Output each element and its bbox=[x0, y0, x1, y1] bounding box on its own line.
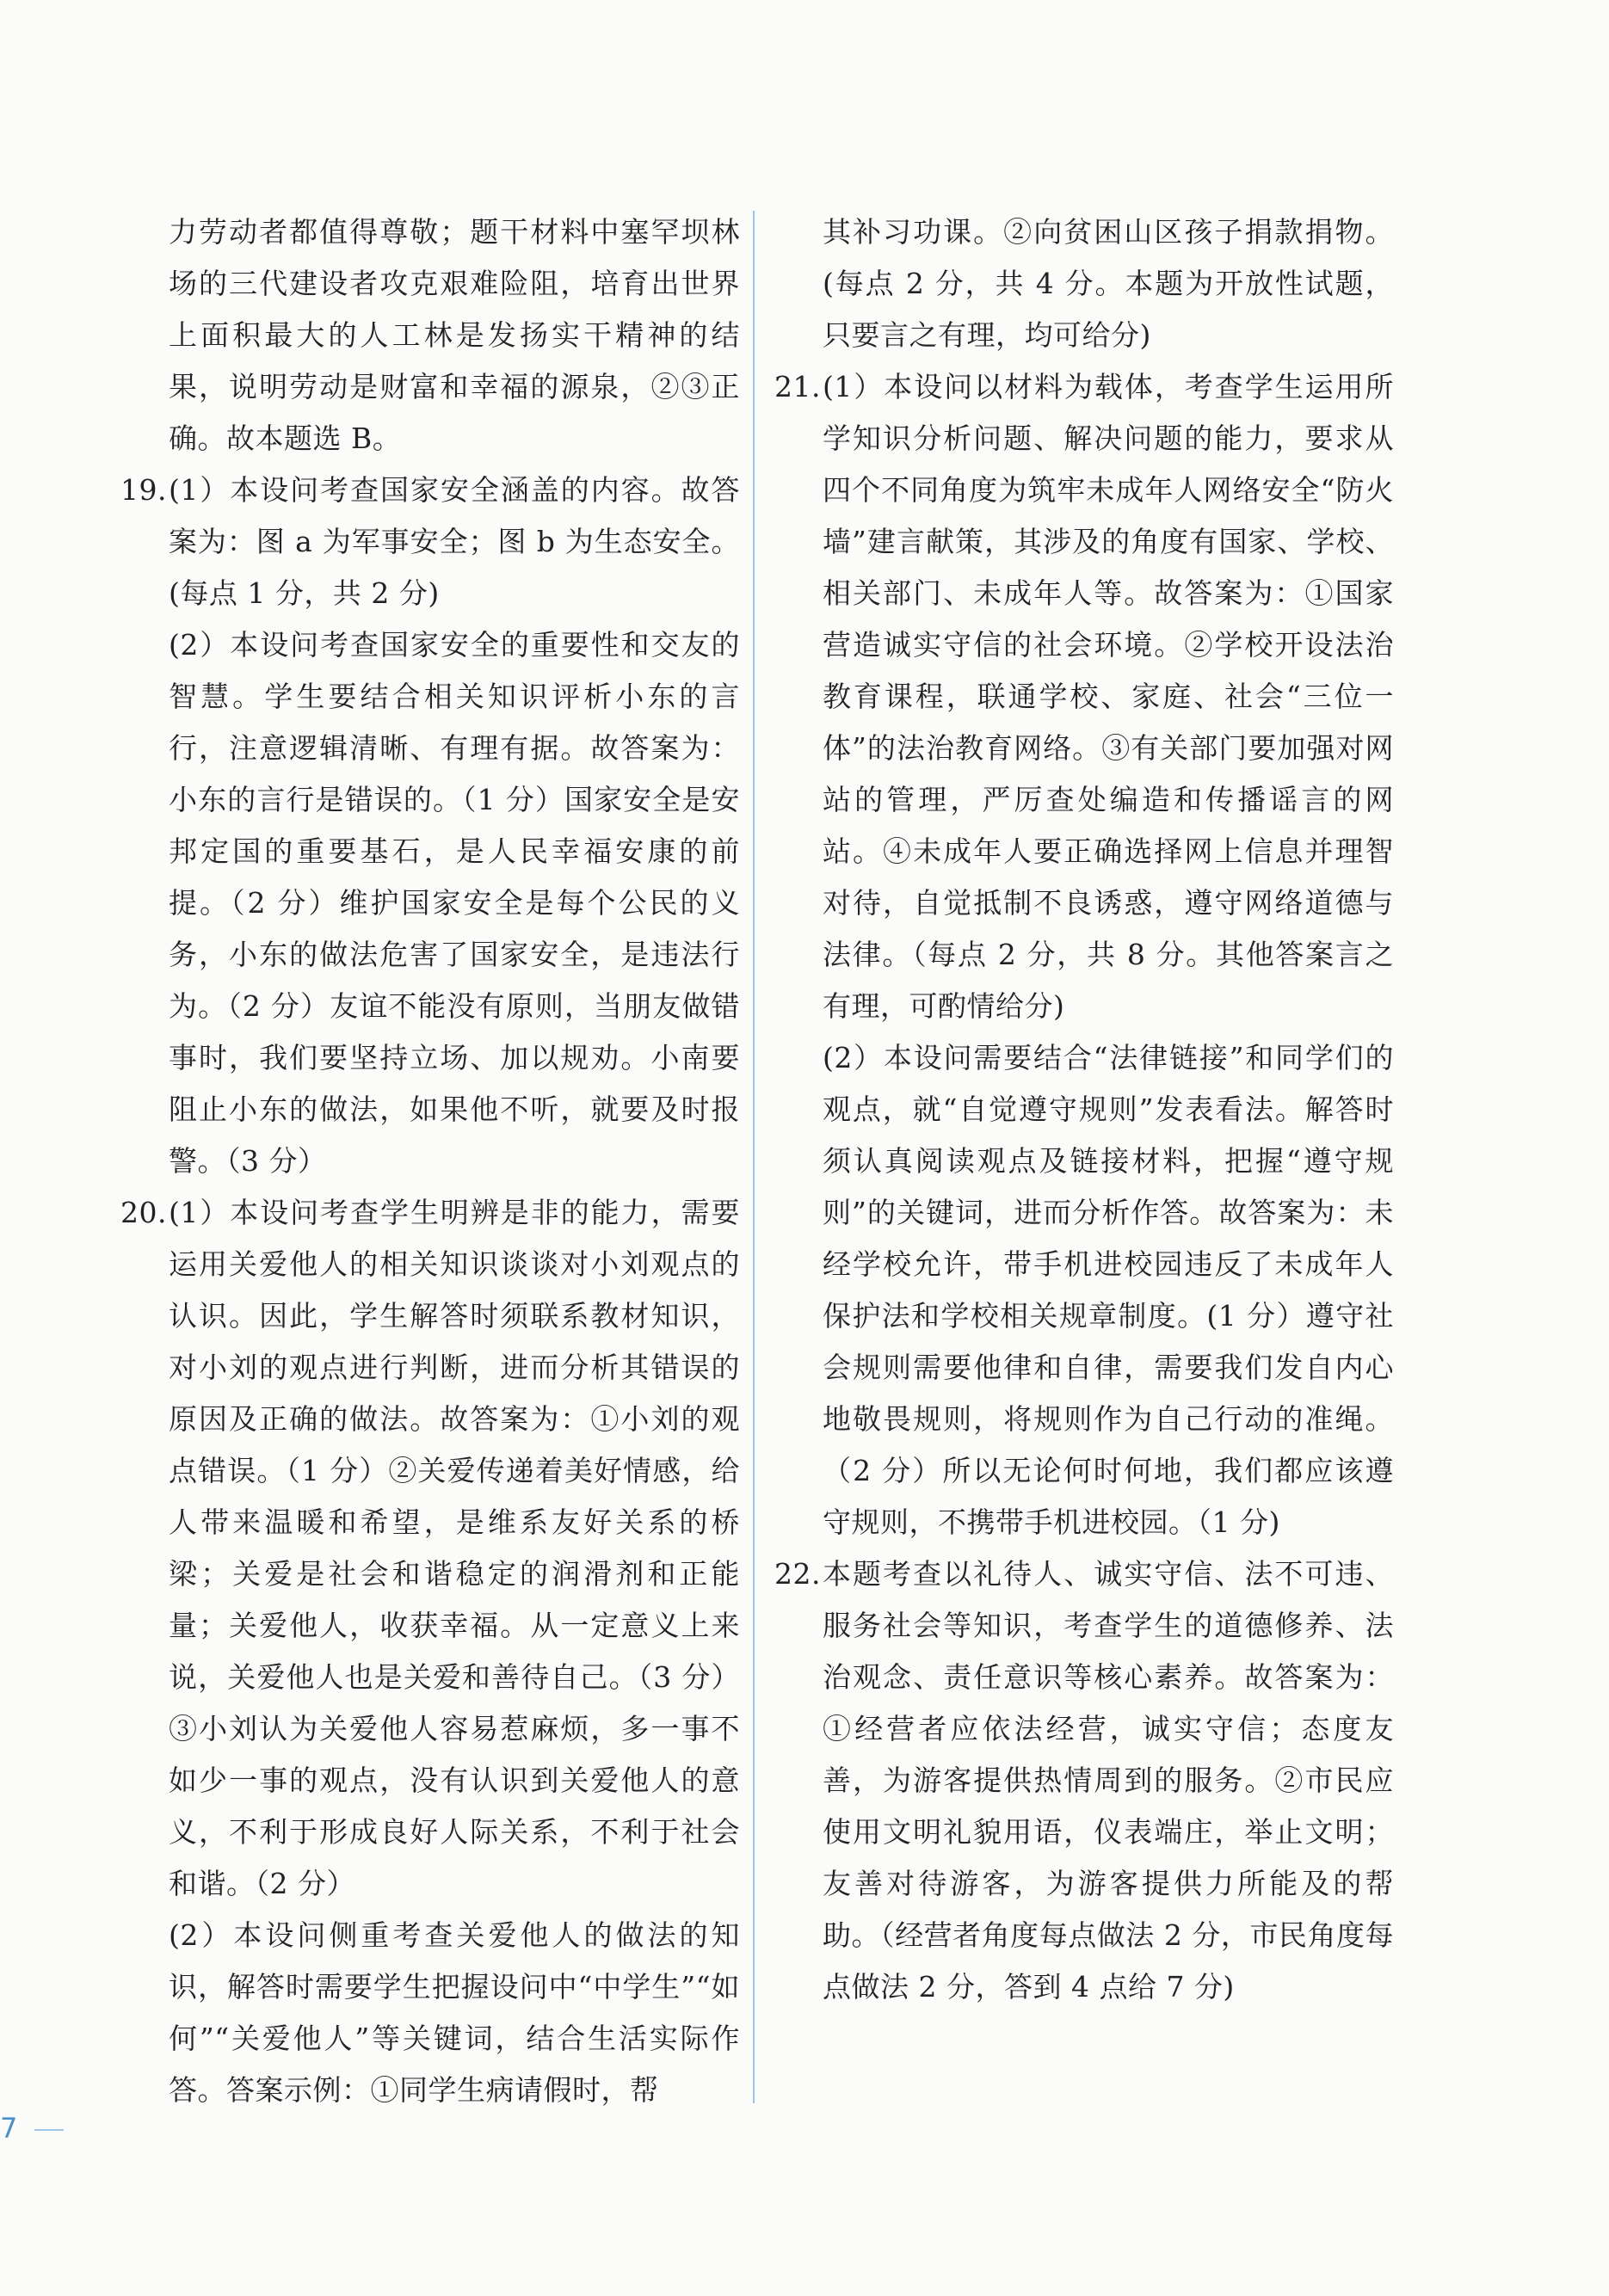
question-number: 22. bbox=[774, 1557, 821, 1591]
paragraph bbox=[774, 206, 1394, 361]
paragraph bbox=[774, 1032, 1394, 1548]
question-number: 20. bbox=[120, 1196, 167, 1229]
question-number: 19. bbox=[120, 473, 167, 507]
paragraph bbox=[120, 1910, 740, 2116]
column-divider bbox=[753, 211, 755, 2103]
paragraph bbox=[120, 1187, 740, 1910]
paragraph-text: (1）本设问考查学生明辨是非的能力，需要运用关爱他人的相关知识谈谈对小刘观点的认识。因此，学生解答时须联系教材知识，对小刘的观点进行判断，进而分析其错误的原因及正确的做法。故答案为：①小刘的观点错误。（1 分）②关爱传递着美好情感，给人带来温暖和希望，是维系友好关系的桥梁；关爱是社会和谐稳定的润滑剂和正能量；关爱他人，收获幸福。从一定意义上来说，关爱他人也是关爱和善待自己。（3 分）③小刘认为关爱他人容易惹麻烦，多一事不如少一事的观点，没有认识到关爱他人的意义，不利于形成良好人际关系，不利于社会和谐。（2 分） bbox=[169, 1196, 740, 1900]
paragraph-text: (1）本设问以材料为载体，考查学生运用所学知识分析问题、解决问题的能力，要求从四个不同角度为筑牢未成年人网络安全“防火墙”建言献策，其涉及的角度有国家、学校、相关部门、未成年人等。故答案为：①国家营造诚实守信的社会环境。②学校开设法治教育课程，联通学校、家庭、社会“三位一体”的法治教育网络。③有关部门要加强对网站的管理，严厉查处编造和传播谣言的网站。④未成年人要正确选择网上信息并理智对待，自觉抵制不良诱惑，遵守网络道德与法律。（每点 2 分，共 8 分。其他答案言之有理，可酌情给分) bbox=[823, 370, 1394, 1023]
paragraph bbox=[120, 206, 740, 465]
paragraph-text: 力劳动者都值得尊敬；题干材料中塞罕坝林场的三代建设者攻克艰难险阻，培育出世界上面积最大的人工林是发扬实干精神的结果，说明劳动是财富和幸福的源泉，②③正确。故本题选 B。 bbox=[169, 215, 740, 455]
paragraph bbox=[120, 465, 740, 619]
paragraph bbox=[120, 619, 740, 1187]
paragraph-text: 其补习功课。②向贫困山区孩子捐款捐物。(每点 2 分，共 4 分。本题为开放性试题，只要言之有理，均可给分) bbox=[823, 215, 1394, 352]
left-column bbox=[120, 206, 740, 2116]
question-number: 21. bbox=[774, 370, 821, 403]
right-column bbox=[774, 206, 1394, 2013]
paragraph-text: (2）本设问侧重考查关爱他人的做法的知识，解答时需要学生把握设问中“中学生”“如何”“关爱他人”等关键词，结合生活实际作答。答案示例：①同学生病请假时，帮 bbox=[169, 1918, 740, 2107]
paragraph bbox=[774, 1548, 1394, 2013]
page-number: 7 bbox=[0, 2112, 18, 2145]
paragraph-text: (1）本设问考查国家安全涵盖的内容。故答案为：图 a 为军事安全；图 b 为生态安全。(每点 1 分，共 2 分) bbox=[169, 473, 740, 610]
paragraph bbox=[774, 361, 1394, 1032]
page-number-dash bbox=[34, 2129, 64, 2131]
paragraph-text: (2）本设问考查国家安全的重要性和交友的智慧。学生要结合相关知识评析小东的言行，注意逻辑清晰、有理有据。故答案为：小东的言行是错误的。（1 分）国家安全是安邦定国的重要基石，是人民幸福安康的前提。（2 分）维护国家安全是每个公民的义务，小东的做法危害了国家安全，是违法行为。（2 分）友谊不能没有原则，当朋友做错事时，我们要坚持立场、加以规劝。小南要阻止小东的做法，如果他不听，就要及时报警。（3 分） bbox=[169, 628, 740, 1178]
paragraph-text: 本题考查以礼待人、诚实守信、法不可违、服务社会等知识，考查学生的道德修养、法治观念、责任意识等核心素养。故答案为：①经营者应依法经营，诚实守信；态度友善，为游客提供热情周到的服务。②市民应使用文明礼貌用语，仪表端庄，举止文明；友善对待游客，为游客提供力所能及的帮助。（经营者角度每点做法 2 分，市民角度每点做法 2 分，答到 4 点给 7 分) bbox=[823, 1557, 1394, 2004]
paragraph-text: (2）本设问需要结合“法律链接”和同学们的观点，就“自觉遵守规则”发表看法。解答时须认真阅读观点及链接材料，把握“遵守规则”的关键词，进而分析作答。故答案为：未经学校允许，带手机进校园违反了未成年人保护法和学校相关规章制度。(1 分）遵守社会规则需要他律和自律，需要我们发自内心地敬畏规则，将规则作为自己行动的准绳。（2 分）所以无论何时何地，我们都应该遵守规则，不携带手机进校园。（1 分) bbox=[823, 1041, 1394, 1539]
